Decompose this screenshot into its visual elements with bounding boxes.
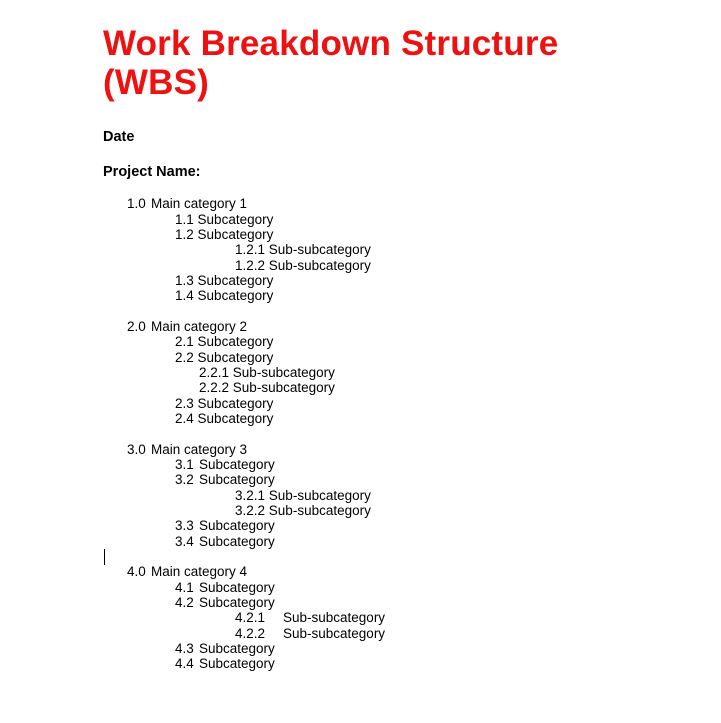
subcategory-1-1 — [175, 212, 273, 228]
subcategory-4-2 — [175, 595, 275, 611]
sub-subcategory-3-2-2-label: Sub-subcategory — [268, 503, 371, 518]
sub-subcategory-4-2-1-label: Sub-subcategory — [283, 610, 386, 625]
subcategory-1-4-number: 1.4 — [175, 288, 194, 303]
subcategory-4-2-label: Subcategory — [199, 595, 275, 610]
text-cursor — [104, 549, 105, 565]
subcategory-1-4-label: Subcategory — [197, 288, 274, 303]
subcategory-3-4-label: Subcategory — [199, 534, 275, 549]
title-line-1: Work Breakdown Structure — [103, 24, 559, 63]
main-category-1-label: Main category 1 — [151, 196, 248, 211]
main-category-4-label: Main category 4 — [151, 564, 248, 579]
subcategory-2-4-label: Subcategory — [197, 411, 274, 426]
sub-subcategory-3-2-1-number: 3.2.1 — [235, 488, 266, 503]
subcategory-2-1-number: 2.1 — [175, 334, 194, 349]
sub-subcategory-3-2-2 — [235, 503, 371, 519]
subcategory-2-2-label: Subcategory — [197, 350, 274, 365]
sub-subcategory-1-2-2-number: 1.2.2 — [235, 258, 266, 273]
subcategory-4-1-number: 4.1 — [175, 580, 194, 595]
sub-subcategory-3-2-1 — [235, 488, 371, 504]
subcategory-4-2-number: 4.2 — [175, 595, 194, 610]
subcategory-3-2-label: Subcategory — [199, 472, 275, 487]
sub-subcategory-4-2-2 — [235, 626, 385, 642]
sub-subcategory-1-2-1-label: Sub-subcategory — [268, 242, 371, 257]
subcategory-3-3 — [175, 518, 275, 534]
main-category-2-number: 2.0 — [127, 319, 146, 334]
subcategory-3-2 — [175, 472, 275, 488]
subcategory-4-1 — [175, 580, 275, 596]
sub-subcategory-2-2-1-label: Sub-subcategory — [232, 365, 335, 380]
project-name-label: Project Name: — [103, 164, 201, 180]
subcategory-3-4-number: 3.4 — [175, 534, 194, 549]
subcategory-3-1 — [175, 457, 275, 473]
subcategory-4-3 — [175, 641, 275, 657]
subcategory-2-3 — [175, 396, 273, 412]
main-category-4-number: 4.0 — [127, 564, 146, 579]
main-category-2-label: Main category 2 — [151, 319, 248, 334]
subcategory-2-3-label: Subcategory — [197, 396, 274, 411]
sub-subcategory-2-2-2 — [199, 380, 335, 396]
subcategory-1-3 — [175, 273, 273, 289]
subcategory-2-1 — [175, 334, 273, 350]
subcategory-4-3-number: 4.3 — [175, 641, 194, 656]
sub-subcategory-2-2-1 — [199, 365, 335, 381]
subcategory-2-4-number: 2.4 — [175, 411, 194, 426]
sub-subcategory-1-2-2-label: Sub-subcategory — [268, 258, 371, 273]
subcategory-3-3-number: 3.3 — [175, 518, 194, 533]
sub-subcategory-1-2-2 — [235, 258, 371, 274]
subcategory-4-3-label: Subcategory — [199, 641, 275, 656]
subcategory-3-2-number: 3.2 — [175, 472, 194, 487]
sub-subcategory-2-2-2-label: Sub-subcategory — [232, 380, 335, 395]
sub-subcategory-3-2-1-label: Sub-subcategory — [268, 488, 371, 503]
subcategory-2-2-number: 2.2 — [175, 350, 194, 365]
subcategory-3-1-label: Subcategory — [199, 457, 275, 472]
main-category-3 — [127, 442, 247, 458]
subcategory-1-1-number: 1.1 — [175, 212, 194, 227]
subcategory-3-1-number: 3.1 — [175, 457, 194, 472]
sub-subcategory-2-2-2-number: 2.2.2 — [199, 380, 230, 395]
subcategory-1-3-label: Subcategory — [197, 273, 274, 288]
title-line-2: (WBS) — [103, 63, 209, 102]
subcategory-4-4 — [175, 656, 275, 672]
subcategory-1-2-label: Subcategory — [197, 227, 274, 242]
sub-subcategory-1-2-1-number: 1.2.1 — [235, 242, 266, 257]
main-category-2 — [127, 319, 247, 335]
subcategory-2-1-label: Subcategory — [197, 334, 274, 349]
subcategory-1-2 — [175, 227, 273, 243]
sub-subcategory-4-2-2-label: Sub-subcategory — [283, 626, 386, 641]
subcategory-3-3-label: Subcategory — [199, 518, 275, 533]
sub-subcategory-1-2-1 — [235, 242, 371, 258]
sub-subcategory-4-2-1 — [235, 610, 385, 626]
subcategory-1-3-number: 1.3 — [175, 273, 194, 288]
main-category-1 — [127, 196, 247, 212]
subcategory-4-4-label: Subcategory — [199, 656, 275, 671]
date-label: Date — [103, 129, 135, 145]
main-category-3-number: 3.0 — [127, 442, 146, 457]
subcategory-3-4 — [175, 534, 275, 550]
subcategory-2-4 — [175, 411, 273, 427]
subcategory-1-4 — [175, 288, 273, 304]
main-category-3-label: Main category 3 — [151, 442, 248, 457]
sub-subcategory-4-2-2-number: 4.2.2 — [235, 626, 266, 641]
subcategory-2-2 — [175, 350, 273, 366]
document-title — [103, 24, 663, 102]
subcategory-1-1-label: Subcategory — [197, 212, 274, 227]
main-category-4 — [127, 564, 247, 580]
subcategory-4-1-label: Subcategory — [199, 580, 275, 595]
sub-subcategory-3-2-2-number: 3.2.2 — [235, 503, 266, 518]
main-category-1-number: 1.0 — [127, 196, 146, 211]
subcategory-1-2-number: 1.2 — [175, 227, 194, 242]
sub-subcategory-2-2-1-number: 2.2.1 — [199, 365, 230, 380]
subcategory-4-4-number: 4.4 — [175, 656, 194, 671]
sub-subcategory-4-2-1-number: 4.2.1 — [235, 610, 266, 625]
subcategory-2-3-number: 2.3 — [175, 396, 194, 411]
